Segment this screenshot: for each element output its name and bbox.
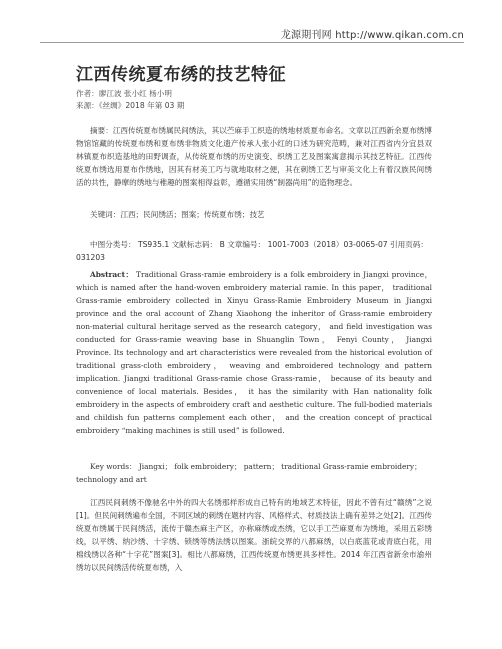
header-divider	[40, 42, 464, 43]
article-authors: 作者：廖江波 张小红 杨小明	[76, 89, 172, 98]
abstract-english	[76, 268, 432, 437]
classification-text: 中图分类号： TS935.1 文献标志码： B 文章编号： 1001-7003（2018）03-0065-07 引用页码： 031203	[76, 240, 428, 262]
body-text	[76, 496, 432, 574]
site-header[interactable]: 龙源期刊网 http://www.qikan.com.cn	[280, 30, 464, 41]
keywords-english-text: Jiangxi； folk embroidery； pattern； traditional Grass-ramie embroidery； technology and art	[76, 462, 422, 484]
article-title: 江西传统夏布绣的技艺特征	[76, 65, 286, 85]
body-paragraph: 江西民间刺绣不像驰名中外的四大名绣那样形成自己特有的地域艺术特征，因此不曾有过“赣绣”之说[1]。但民间刺绣遍布全国，不同区域的刺绣在题材内容、风格样式、材质技法上确有差异之处[2]。江西传统夏布绣属于民间绣活，流传于赣杰麻主产区，亦称麻绣或杰绣，它以手工苎麻夏布为绣地，采用五彩绣线，以平绣、纳沙绣、十字绣、锁绣等绣法绣以图案。浙皖交界的八都麻绣，以白底蓝花或青底白花，用棉线绣以各种“十字花”图案[3]。相比八都麻绣，江西传统夏布绣更具多样性。2014 年江西省新余市渝州绣坊以民间绣活传统夏布绣，入	[76, 498, 432, 572]
keywords-english-label: Key words：	[90, 462, 137, 471]
keywords-chinese	[76, 208, 432, 221]
classification-info	[76, 238, 432, 264]
keywords-chinese-text: 关键词：江西；民间绣活；图案；传统夏布绣；技艺	[90, 210, 265, 219]
abstract-chinese-text: 摘要：江西传统夏布绣属民间绣法，其以苎麻手工织造的绣地材质夏布命名。文章以江西新余夏布绣博物馆馆藏的传统夏布绣和夏布绣非物质文化遗产传承人张小红的口述为研究范畴，兼对江西省内分宜县双林镇夏布织造基地的田野调查，从传统夏布绣的历史演变、织绣工艺及图案寓意揭示其技艺特征。江西传统夏布绣选用夏布作绣地，因其有材美工巧与就地取材之便，其在刺绣工艺与审美文化上有着汉族民间绣活的共性，静摩的绣地与稚趣的图案相得益彰，遵循实用绣“制器尚用”的造物理念。	[76, 126, 432, 187]
abstract-english-text: Traditional Grass-ramie embroidery is a folk embroidery in Jiangxi province， which is named after the hand-woven embroidery material ramie. In this paper， traditional Grass-ramie embroidery collected in Xinyu Grass-Ramie Embroidery Museum in Jiangxi province and the oral account of Zhang Xiaohong the inheritor of Grass-ramie embroidery non-material cultural heritage served as the research category， and field investigation was conducted for Grass-ramie weaving base in Shuanglin Town， Fenyi County， Jiangxi Province. Its technology and art characteristics were revealed from the historical evolution of traditional grass-cloth embroidery， weaving and embroidered technology and pattern implication. Jiangxi traditional Grass-ramie chose Grass-ramie， because of its beauty and convenience of local materials. Besides， it has the similarity with Han nationality folk embroidery in the aspects of embroidery craft and aesthetic culture. The full-bodied materials and childish fun patterns complement each other， and the creation concept of practical embroidery “making machines is still used” is followed.	[76, 270, 432, 435]
keywords-english-paragraph	[76, 460, 432, 486]
abstract-english-label: Abstract：	[90, 270, 134, 279]
abstract-english-paragraph	[76, 268, 432, 437]
abstract-chinese	[76, 124, 432, 189]
keywords-english	[76, 460, 432, 486]
article-source: 来源：《丝绸》2018 年第 03 期	[76, 101, 185, 110]
